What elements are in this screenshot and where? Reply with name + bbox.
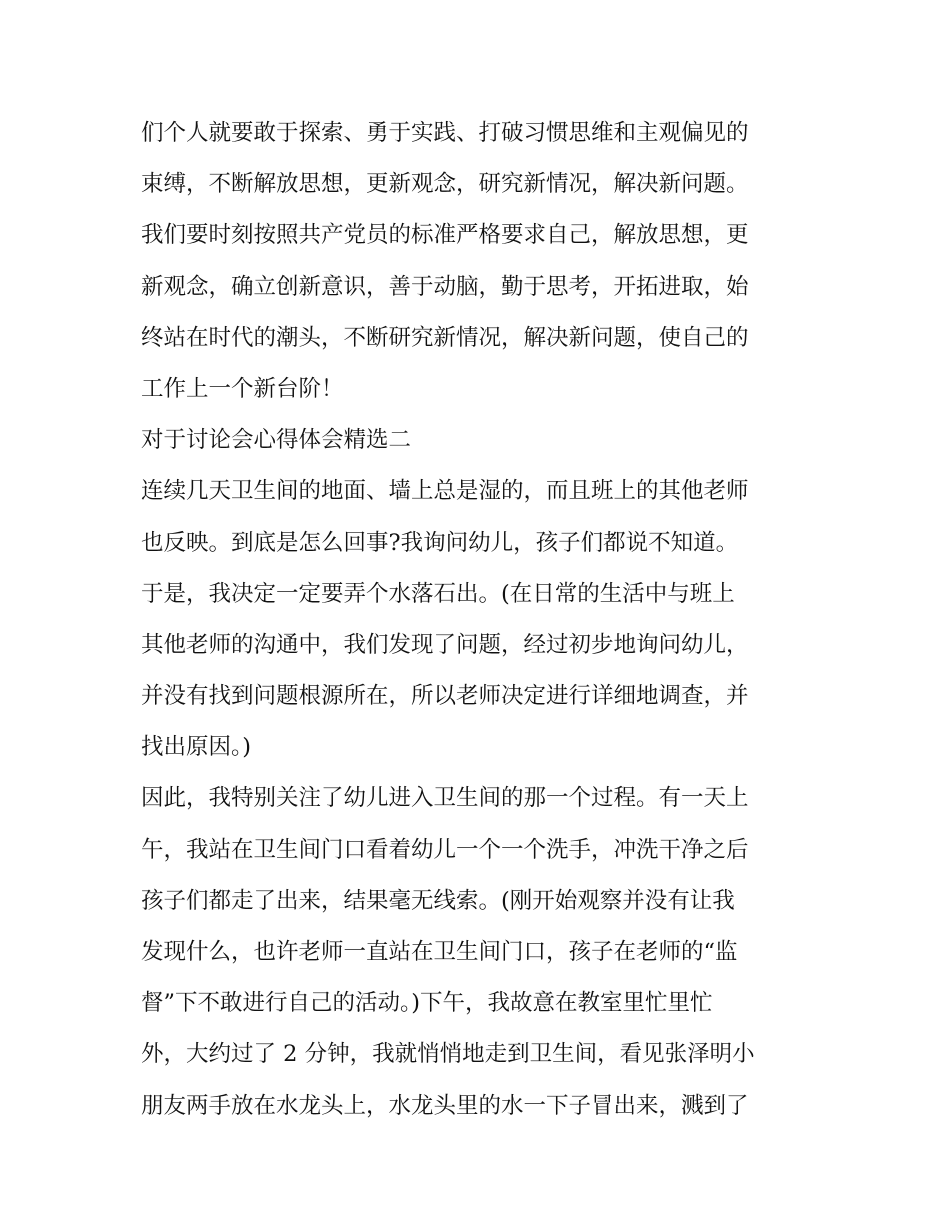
text-line: 因此，我特别关注了幼儿进入卫生间的那一个过程。有一天上 bbox=[141, 785, 749, 812]
text-line: 朋友两手放在水龙头上，水龙头里的水一下子冒出来，溅到了 bbox=[141, 1092, 749, 1119]
text-line: 午，我站在卫生间门口看着幼儿一个一个洗手，冲洗干净之后 bbox=[141, 836, 749, 863]
text-line: 其他老师的沟通中，我们发现了问题，经过初步地询问幼儿， bbox=[141, 631, 749, 658]
text-line: 连续几天卫生间的地面、墙上总是湿的，而且班上的其他老师 bbox=[141, 478, 749, 505]
text-line: 终站在时代的潮头，不断研究新情况，解决新问题，使自己的 bbox=[141, 324, 749, 351]
section-heading: 对于讨论会心得体会精选二 bbox=[141, 427, 412, 454]
text-line: 找出原因。) bbox=[141, 734, 252, 761]
text-line: 并没有找到问题根源所在，所以老师决定进行详细地调查，并 bbox=[141, 683, 749, 710]
text-line: 督”下不敢进行自己的活动。)下午，我故意在教室里忙里忙 bbox=[141, 990, 713, 1017]
text-line: 外，大约过了 2 分钟，我就悄悄地走到卫生间，看见张泽明小 bbox=[141, 1041, 755, 1068]
text-line: 也反映。到底是怎么回事?我询问幼儿，孩子们都说不知道。 bbox=[141, 529, 739, 556]
text-line: 我们要时刻按照共产党员的标准严格要求自己，解放思想，更 bbox=[141, 222, 749, 249]
text-line: 束缚，不断解放思想，更新观念，研究新情况，解决新问题。 bbox=[141, 171, 749, 198]
text-line: 工作上一个新台阶！ bbox=[141, 375, 344, 402]
text-line: 发现什么，也许老师一直站在卫生间门口，孩子在老师的“监 bbox=[141, 939, 738, 965]
body-text bbox=[141, 108, 821, 1132]
text-line: 新观念，确立创新意识，善于动脑，勤于思考，开拓进取，始 bbox=[141, 273, 749, 300]
text-line: 于是，我决定一定要弄个水落石出。(在日常的生活中与班上 bbox=[141, 580, 735, 607]
text-line: 孩子们都走了出来，结果毫无线索。(刚开始观察并没有让我 bbox=[141, 887, 735, 914]
text-line: 们个人就要敢于探索、勇于实践、打破习惯思维和主观偏见的 bbox=[141, 120, 749, 146]
